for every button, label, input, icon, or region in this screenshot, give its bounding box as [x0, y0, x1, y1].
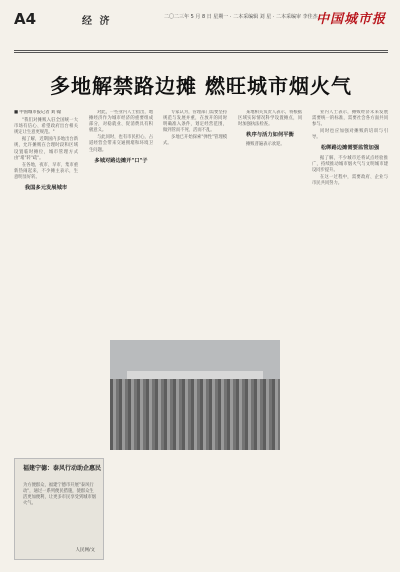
- column-5-para-4: 在这一过程中，需要政府、企业与市民共同努力。: [312, 174, 388, 186]
- subhead-3: 秩序与活力如何平衡: [246, 132, 294, 139]
- newspaper-logo: 中国城市报: [315, 12, 386, 27]
- column-2-para-1: 对此，一些业内人士指出，地摊经济作为城市经济的重要组成部分，对稳就业、促消费具有积极意义。: [89, 110, 153, 134]
- headline: 多地解禁路边摊 燃旺城市烟火气: [50, 74, 352, 98]
- section-name: 经 济: [82, 16, 112, 27]
- column-4-para-1: 某地相关负责人表示，将根据区域实际情况科学设置摊点，同时加强执法检查。: [238, 110, 302, 128]
- column-3-para-2: 多地已开始探索"弹性"管理模式。: [163, 135, 227, 147]
- commentary-author: 人民网/文: [75, 548, 95, 553]
- column-3-para-1: 专家认为，管理部门需要坚持规范与发展并重，在放开的同时明确准入条件，划定经营范围，做到管而不死、活而不乱。: [163, 110, 227, 134]
- column-5-para-2: 同时也应加强对摊贩的培训与引导。: [312, 129, 388, 141]
- column-4-para-2: 摊贩普遍表示欢迎。: [246, 142, 285, 148]
- subhead-4: 松绑路边摊需要监管加强: [320, 145, 380, 152]
- subhead-1: 我国多元发展城市: [24, 185, 68, 192]
- column-2-para-2: 与此同时，也有市民担心，占道经营会带来交通拥堵和环境卫生问题。: [89, 135, 153, 153]
- column-5-para-1: 业内人士表示，摊贩经济未来发展需要统一的标准，需要社会各方面共同参与。: [312, 110, 388, 128]
- commentary-box: [14, 458, 104, 560]
- commentary-title: 福建宁德：泰风行动助企惠民: [23, 465, 102, 472]
- subhead-2: 多城对路边摊开"口"子: [94, 157, 148, 164]
- street-market-photo: [110, 340, 280, 450]
- page-header: [14, 10, 388, 50]
- header-rule: [14, 50, 388, 51]
- article-column-1: [14, 110, 78, 450]
- byline: ■ 中国城市报记者 刘 翰: [14, 110, 61, 115]
- column-1-para-2: 在各地，夜市、早市、集市重新热闹起来，不少摊主表示，生意明显好转。: [14, 162, 78, 180]
- article-column-5: [312, 110, 388, 560]
- commentary-body: 为方便群众，福建宁德市开展"泰风行动"，通过一系列便民措施，使群众生活更加便利，让更多市民享受到城市烟火气。: [23, 483, 97, 506]
- issue-meta: 二〇二三年 5 月 8 日 星期一 · 二本采编辑 刘 星 · 二本采编审 李佳杰: [164, 14, 318, 20]
- header-rule-secondary: [14, 52, 388, 53]
- article-column-2: [89, 110, 153, 300]
- column-5-para-3: 据了解，不少城市还将试点经验推广，持续推动城市烟火气与文明城市建设同步提升。: [312, 155, 388, 173]
- lead-paragraph: "我们对摊贩入驻全国统一大市场有信心、希望政府出台相关规定让生意更规范。": [14, 118, 78, 136]
- page-number: A4: [14, 10, 37, 28]
- column-1-para-1: 据了解，近期国内多地出台新规，允许摊贩在合理时段和区域设置临时摊位，城市管理方式由"堵"转"疏"。: [14, 137, 78, 161]
